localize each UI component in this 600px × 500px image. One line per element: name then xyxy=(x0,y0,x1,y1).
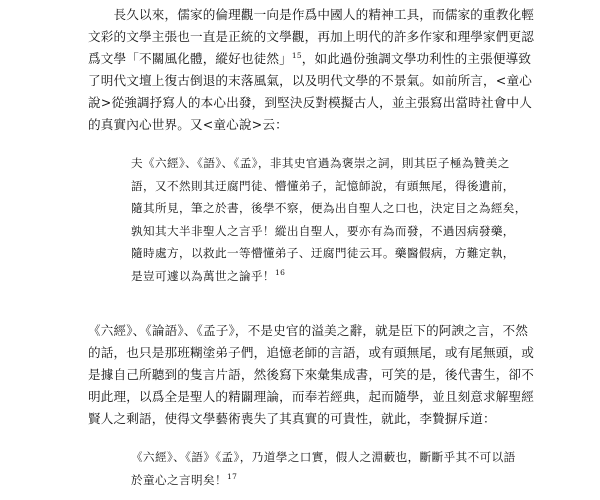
paragraph-1 xyxy=(88,4,566,136)
block-quote-2 xyxy=(131,446,561,491)
text-line: 賢人之剩語，使得文學藝術喪失了其真實的可貴性，就此，李贄摒斥道： xyxy=(88,411,496,426)
quote-line: 孰知其大半非聖人之言乎！縱出自聖人，要亦有為而發，不過因病發藥， xyxy=(131,223,515,238)
quote-line: 《六經》、《語》《孟》，乃道學之口實，假人之淵藪也，斷斷乎其不可以語 xyxy=(131,450,516,464)
footnote-marker-16[interactable]: 16 xyxy=(274,267,286,277)
text-line: 長久以來，儒家的倫理觀一向是作爲中國人的精神工具，而儒家的重教化輕 xyxy=(88,7,535,22)
footnote-marker-15[interactable]: 15 xyxy=(291,51,302,60)
quote-line: 隨時處方，以救此一等懵懂弟子、迂腐門徒云耳。藥醫假病，方難定執， xyxy=(131,246,515,260)
text-line: 明此理，以爲全是聖人的精闢理論，而奉若經典，起而隨學，並且刻意求解聖經 xyxy=(88,389,535,404)
footnote-marker-17[interactable]: 17 xyxy=(226,471,238,481)
text-line: 了明代文壇上復古倒退的末落風氣，以及明代文學的不景氣。如前所言，<童心 xyxy=(88,73,532,88)
text-line: 的話，也只是那班糊塗弟子們，追憶老師的言語，或有頭無尾，或有尾無頭，或 xyxy=(88,345,535,360)
text-line: 文彩的文學主張也一直是正統的文學觀，再加上明代的許多作家和理學家們更認 xyxy=(88,29,535,44)
text-line xyxy=(88,48,566,70)
quote-line xyxy=(131,265,561,288)
text-segment: ，如此過份強調文學功利性的主張便導致 xyxy=(301,51,532,66)
text-line: 說>從強調抒寫人的本心出發，到堅決反對模擬古人，並主張寫出當時社會中人 xyxy=(88,95,532,110)
text-line: 的真實內心世界。又<童心說>云： xyxy=(88,117,288,132)
text-line: 《六經》、《論語》、《孟子》，不是史官的溢美之辭，就是臣下的阿諛之言，不然 xyxy=(88,323,529,338)
paragraph-2 xyxy=(88,320,566,430)
text-segment: 於童心之言明矣！ xyxy=(131,472,227,487)
text-segment: 是豈可遽以為萬世之論乎！ xyxy=(131,268,275,283)
quote-line: 語，又不然則其迂腐門徒、懵懂弟子，記憶師說，有頭無尾，得後遺前， xyxy=(131,178,515,193)
block-quote-1 xyxy=(131,152,561,287)
text-segment: 爲文學「不關風化體，縱好也徒然」 xyxy=(88,51,292,66)
quote-line: 夫《六經》、《語》、《孟》，非其史官過為褒崇之詞，則其臣子極為贊美之 xyxy=(131,156,510,170)
text-line: 是據自己所聽到的隻言片語，然後寫下來彙集成書，可笑的是，後代書生，卻不 xyxy=(88,367,535,382)
quote-line xyxy=(131,469,561,492)
quote-line: 隨其所見，筆之於書，後學不察，便為出自聖人之口也，決定目之為經矣， xyxy=(131,201,527,215)
